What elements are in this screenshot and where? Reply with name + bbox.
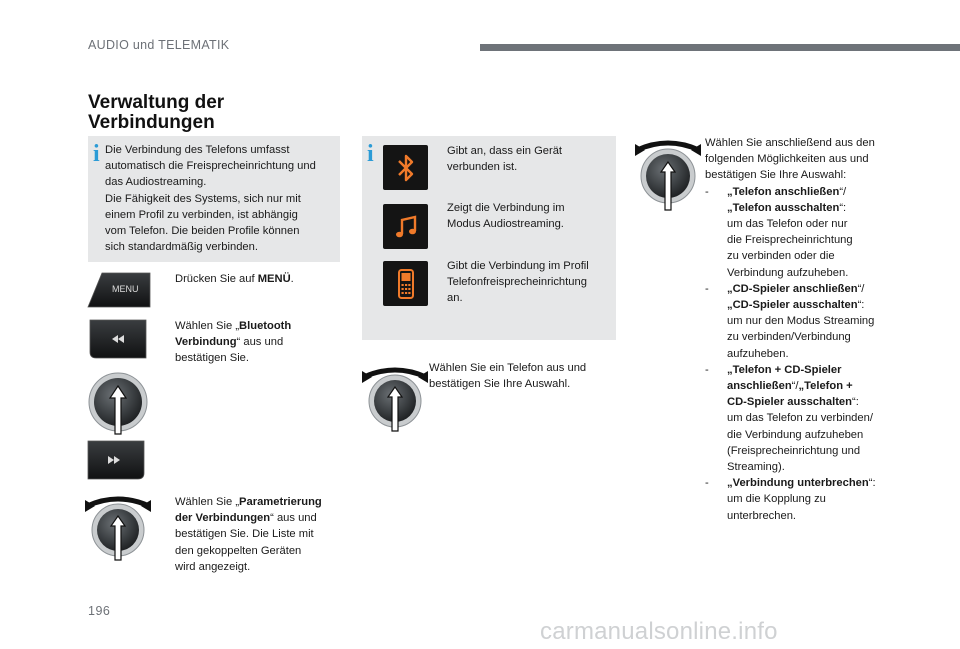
option-bold: anschließen: [727, 380, 792, 393]
rotary-knob-select-phone[interactable]: [360, 363, 430, 433]
option-bold: „Telefon + CD-Spieler: [727, 363, 842, 376]
list-dash: -: [705, 363, 709, 376]
option-sep: “/: [839, 185, 847, 198]
step-select-line: bestätigen Sie Ihre Auswahl.: [429, 378, 571, 391]
option-line: aufzuheben.: [727, 347, 789, 360]
option-bold: „Telefon anschließen: [727, 185, 840, 198]
option-sep: “/: [857, 282, 865, 295]
info-line: automatisch die Freisprecheinrichtung und: [105, 160, 316, 173]
bluetooth-icon: [395, 153, 417, 183]
header-bar: [480, 44, 960, 51]
step-bluetooth-suffix: “ aus und: [236, 336, 284, 349]
option-line: die Freisprecheinrichtung: [727, 234, 853, 247]
step-bluetooth-bold2: Verbindung: [175, 336, 237, 349]
option-line: Streaming).: [727, 461, 785, 474]
option-bold: CD-Spieler ausschalten: [727, 396, 852, 409]
option-line: [727, 475, 905, 491]
menu-button[interactable]: [86, 272, 152, 308]
music-note-icon: [393, 214, 419, 240]
music-tile: [383, 204, 428, 249]
step-parameter-line3: bestätigen Sie. Die Liste mit: [175, 528, 314, 541]
option-line: um das Telefon zu verbinden/: [727, 412, 873, 425]
step-bluetooth-text: [175, 318, 335, 367]
options-intro-line: bestätigen Sie Ihre Auswahl:: [705, 169, 847, 182]
info-box: [88, 136, 340, 262]
step-menu-bold: MENÜ: [257, 273, 291, 285]
option-line: [727, 200, 905, 216]
options-text: [705, 135, 905, 524]
option-bold: „Telefon ausschalten: [727, 201, 840, 214]
legend-music-text: [447, 200, 612, 232]
knob-rotate-icon: [360, 363, 430, 433]
option-bold: „Verbindung unterbrechen: [727, 477, 869, 490]
step-menu-text: [175, 271, 294, 287]
info-line: sich standardmäßig verbinden.: [105, 241, 258, 254]
option-line: [727, 281, 905, 297]
option-bold: „Telefon +: [798, 380, 853, 393]
info-line: einem Profil zu verbinden, ist abhängig: [105, 208, 298, 221]
rotary-knob-rotate[interactable]: [83, 494, 153, 562]
option-line: [727, 184, 905, 200]
step-bluetooth-line3: bestätigen Sie.: [175, 352, 250, 365]
info-line: vom Telefon. Die beiden Profile können: [105, 225, 300, 238]
option-line: um die Kopplung zu: [727, 493, 826, 506]
knob-rotate-icon: [83, 494, 153, 562]
info-icon: i: [93, 141, 100, 167]
step-parameter-line4: den gekoppelten Geräten: [175, 544, 302, 557]
option-line: unterbrechen.: [727, 509, 797, 522]
option-line: um das Telefon oder nur: [727, 218, 848, 231]
chapter-title: AUDIO und TELEMATIK: [88, 38, 230, 52]
option-line: um nur den Modus Streaming: [727, 315, 875, 328]
option-sep: “:: [851, 396, 859, 409]
legend-line: an.: [447, 292, 463, 305]
step-parameter-line2: [175, 510, 345, 526]
option-sep: “/: [791, 380, 799, 393]
options-intro-line: folgenden Möglichkeiten aus und: [705, 153, 869, 166]
rewind-button[interactable]: [86, 318, 148, 360]
info-line: Die Fähigkeit des Systems, sich nur mit: [105, 192, 301, 205]
step-select-line: Wählen Sie ein Telefon aus und: [429, 362, 587, 374]
step-parameter-suffix: “ aus und: [270, 512, 317, 525]
rotary-knob-press[interactable]: [85, 372, 151, 436]
step-parameter-line1: [175, 494, 345, 510]
info-line: das Audiostreaming.: [105, 176, 207, 189]
knob-rotate-icon: [633, 136, 703, 212]
rotary-knob-options[interactable]: [633, 136, 703, 212]
step-bluetooth-line2: [175, 334, 335, 350]
legend-line: Gibt die Verbindung im Profil: [447, 260, 589, 272]
option-line: zu verbinden/Verbindung: [727, 331, 851, 344]
page-number: 196: [88, 604, 111, 618]
option-item-phone: [705, 184, 905, 281]
legend-line: Gibt an, dass ein Gerät: [447, 145, 563, 157]
legend-phone-text: [447, 258, 612, 307]
option-item-cd: [705, 281, 905, 362]
legend-line: verbunden ist.: [447, 161, 518, 174]
forward-button-shape: [86, 439, 148, 481]
option-line: [727, 297, 905, 313]
option-line: die Verbindung aufzuheben: [727, 428, 864, 441]
bluetooth-tile: [383, 145, 428, 190]
legend-line: Zeigt die Verbindung im: [447, 202, 565, 214]
phone-icon: [397, 269, 415, 299]
legend-line: Modus Audiostreaming.: [447, 218, 564, 231]
step-parameter-bold1: Parametrierung: [239, 496, 322, 508]
icon-legend-box: [362, 136, 616, 340]
step-parameter-text: [175, 494, 345, 575]
option-line: [727, 394, 905, 410]
section-title-line1: Verwaltung der: [88, 92, 225, 113]
step-menu-suffix: .: [290, 273, 294, 285]
options-intro-line: Wählen Sie anschließend aus den: [705, 137, 875, 149]
list-dash: -: [705, 185, 709, 198]
menu-button-label: MENU: [112, 284, 139, 294]
step-select-phone-text: [429, 360, 614, 392]
forward-button[interactable]: [86, 439, 148, 481]
info-line: Die Verbindung des Telefons umfasst: [105, 144, 290, 156]
knob-press-icon: [85, 372, 151, 436]
option-line: [727, 378, 905, 394]
option-item-phone-cd: [705, 362, 905, 475]
list-dash: -: [705, 282, 709, 295]
section-title: [88, 93, 224, 133]
list-dash: -: [705, 477, 709, 490]
option-bold: „CD-Spieler anschließen: [727, 282, 858, 295]
phone-tile: [383, 261, 428, 306]
option-bold: „CD-Spieler ausschalten: [727, 299, 858, 312]
step-bluetooth-line1: [175, 318, 335, 334]
step-bluetooth-prefix: Wählen Sie „: [175, 320, 240, 332]
info-box-text: [105, 142, 340, 255]
watermark: carmanualsonline.info: [540, 618, 778, 645]
step-parameter-bold2: der Verbindungen: [175, 512, 271, 525]
step-bluetooth-bold1: Bluetooth: [239, 320, 292, 332]
info-icon: i: [367, 141, 374, 167]
step-parameter-line5: wird angezeigt.: [175, 560, 251, 573]
legend-line: Telefonfreisprecheinrichtung: [447, 276, 587, 289]
section-title-line2: Verbindungen: [88, 112, 215, 133]
option-line: (Freisprecheinrichtung und: [727, 444, 861, 457]
option-line: Verbindung aufzuheben.: [727, 266, 849, 279]
legend-bluetooth-text: [447, 143, 612, 175]
option-line: [727, 362, 905, 378]
step-menu-prefix: Drücken Sie auf: [175, 273, 258, 285]
option-sep: “:: [839, 201, 847, 214]
option-sep: “:: [868, 477, 876, 490]
rewind-button-shape: [86, 318, 148, 360]
option-sep: “:: [857, 299, 865, 312]
option-item-disconnect: [705, 475, 905, 524]
step-parameter-prefix: Wählen Sie „: [175, 496, 240, 508]
option-line: zu verbinden oder die: [727, 250, 835, 263]
